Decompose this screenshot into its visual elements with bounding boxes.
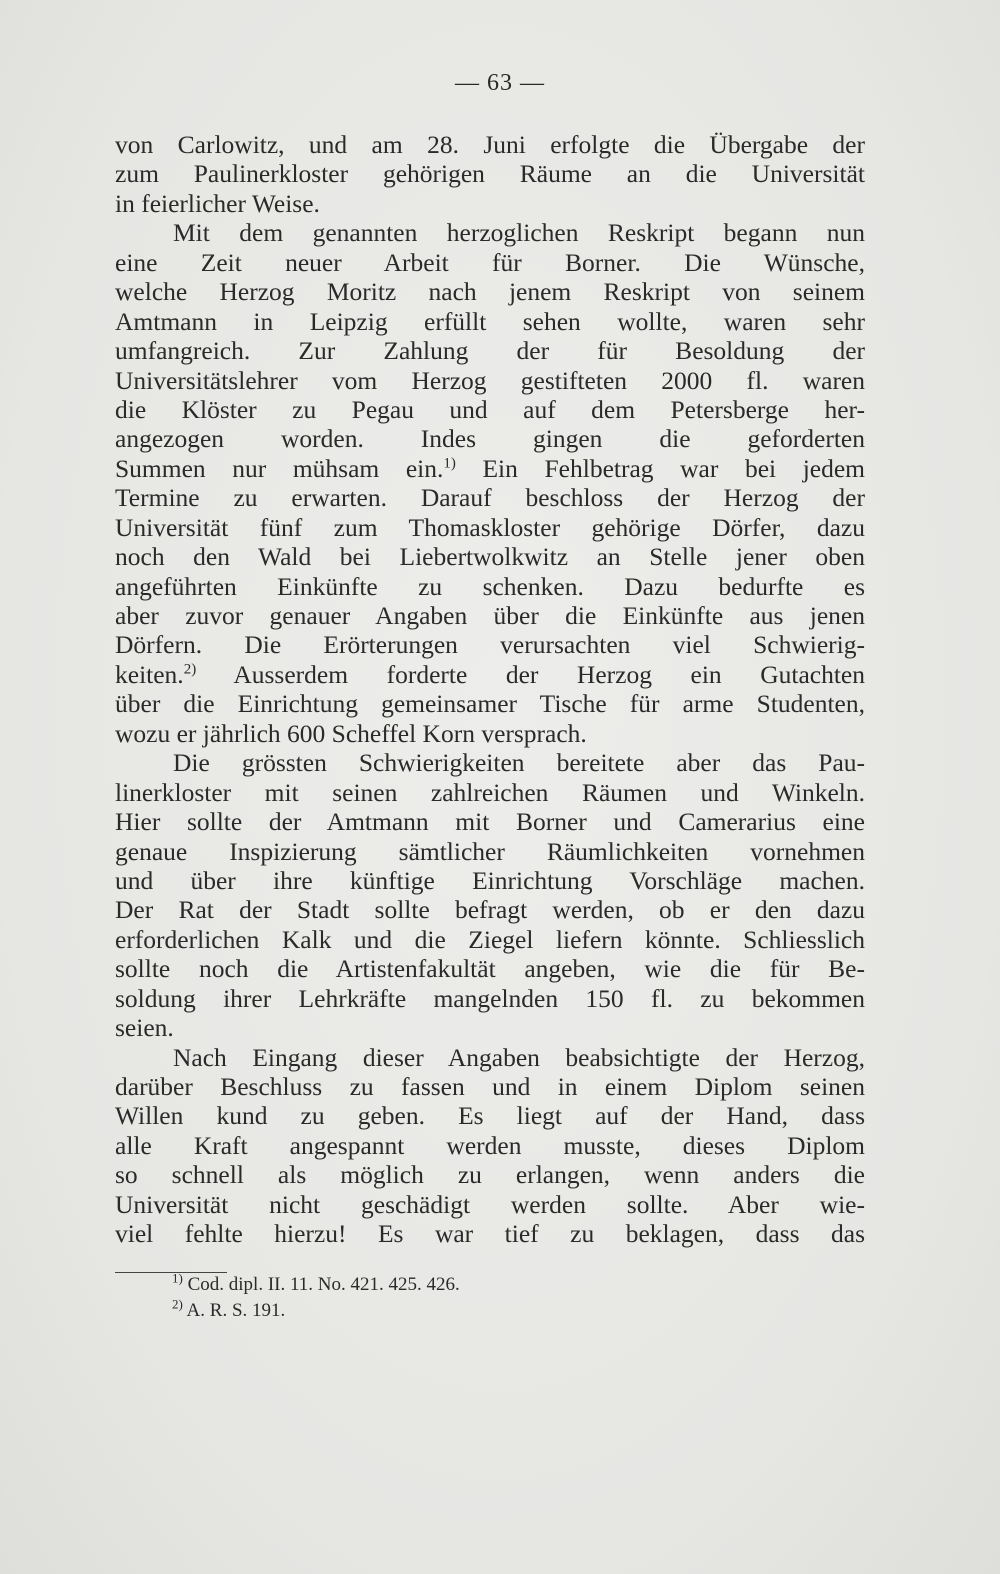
text-line: Die grössten Schwierigkeiten bereitete aber das Pau- [173, 748, 865, 778]
footnote-2 [172, 1298, 772, 1324]
text-line: aber zuvor genauer Angaben über die Einkünfte aus jenen [115, 601, 865, 630]
text-line: seien. [115, 1013, 174, 1043]
text-segment: Summen nur mühsam ein. [115, 453, 444, 483]
text-line: wozu er jährlich 600 Scheffel Korn versprach. [115, 718, 587, 748]
text-line: noch den Wald bei Liebertwolkwitz an Stelle jener oben [115, 542, 865, 572]
text-line: Dörfern. Die Erörterungen verursachten viel Schwierig- [115, 630, 865, 660]
footnote-mark: 1) [172, 1270, 183, 1286]
footnotes [172, 1272, 772, 1324]
text-line: in feierlicher Weise. [115, 188, 320, 218]
footnote-ref-1: 1) [443, 455, 456, 472]
footnote-1 [172, 1272, 772, 1298]
text-line: Mit dem genannten herzoglichen Reskript begann nun [173, 218, 865, 248]
footnote-text: Cod. dipl. II. 11. No. 421. 425. 426. [187, 1274, 460, 1295]
text-segment: Ein Fehlbetrag war bei jedem [482, 453, 865, 483]
text-line: Universitätslehrer vom Herzog gestifteten 2000 fl. waren [115, 365, 865, 395]
body-text [115, 130, 865, 1249]
text-line-with-footnote-ref [115, 454, 865, 483]
text-line: alle Kraft angespannt werden musste, dieses Diplom [115, 1130, 865, 1160]
text-line: zum Paulinerkloster gehörigen Räume an die Universität [115, 159, 865, 189]
text-line: Termine zu erwarten. Darauf beschloss der Herzog der [115, 483, 865, 513]
text-line: Nach Eingang dieser Angaben beabsichtigte der Herzog, [173, 1042, 865, 1072]
text-line: viel fehlte hierzu! Es war tief zu beklagen, dass das [115, 1219, 865, 1249]
text-line: Der Rat der Stadt sollte befragt werden, ob er den dazu [115, 895, 865, 925]
text-line: sollte noch die Artistenfakultät angeben, wie die für Be- [115, 954, 865, 984]
text-line: die Klöster zu Pegau und auf dem Petersberge her- [115, 394, 865, 424]
text-line: welche Herzog Moritz nach jenem Reskript von seinem [115, 277, 865, 307]
text-line: erforderlichen Kalk und die Ziegel liefern könnte. Schliesslich [115, 924, 865, 954]
text-line: Amtmann in Leipzig erfüllt sehen wollte, waren sehr [115, 306, 865, 336]
text-line: darüber Beschluss zu fassen und in einem Diplom seinen [115, 1072, 865, 1101]
text-line: genaue Inspizierung sämtlicher Räumlichkeiten vornehmen [115, 836, 865, 866]
footnote-ref-2: 2) [183, 661, 197, 678]
text-line-with-footnote-ref [115, 660, 865, 689]
text-line: angezogen worden. Indes gingen die geforderten [115, 424, 865, 454]
text-line: Willen kund zu geben. Es liegt auf der Hand, dass [115, 1101, 865, 1131]
footnote-text: A. R. S. 191. [186, 1300, 286, 1321]
text-line: angeführten Einkünfte zu schenken. Dazu bedurfte es [115, 571, 865, 601]
text-line: Universität nicht geschädigt werden sollte. Aber wie- [115, 1189, 865, 1219]
text-segment: Ausserdem forderte der Herzog ein Gutachten [233, 659, 865, 689]
text-segment: keiten. [115, 659, 184, 689]
footnote-mark: 2) [172, 1296, 183, 1312]
text-line: und über ihre künftige Einrichtung Vorschläge machen. [115, 865, 865, 895]
text-line: Universität fünf zum Thomaskloster gehörige Dörfer, dazu [115, 512, 865, 542]
text-line: Hier sollte der Amtmann mit Borner und Camerarius eine [115, 807, 865, 837]
text-line: linerkloster mit seinen zahlreichen Räumen und Winkeln. [115, 777, 865, 807]
text-line: eine Zeit neuer Arbeit für Borner. Die Wünsche, [115, 247, 865, 277]
page-number: — 63 — [455, 70, 545, 96]
text-line: umfangreich. Zur Zahlung der für Besoldung der [115, 336, 865, 366]
text-line: so schnell als möglich zu erlangen, wenn anders die [115, 1160, 865, 1190]
text-line: soldung ihrer Lehrkräfte mangelnden 150 fl. zu bekommen [115, 983, 865, 1013]
text-line: über die Einrichtung gemeinsamer Tische für arme Studenten, [115, 689, 865, 719]
text-line: von Carlowitz, und am 28. Juni erfolgte die Übergabe der [115, 130, 865, 159]
